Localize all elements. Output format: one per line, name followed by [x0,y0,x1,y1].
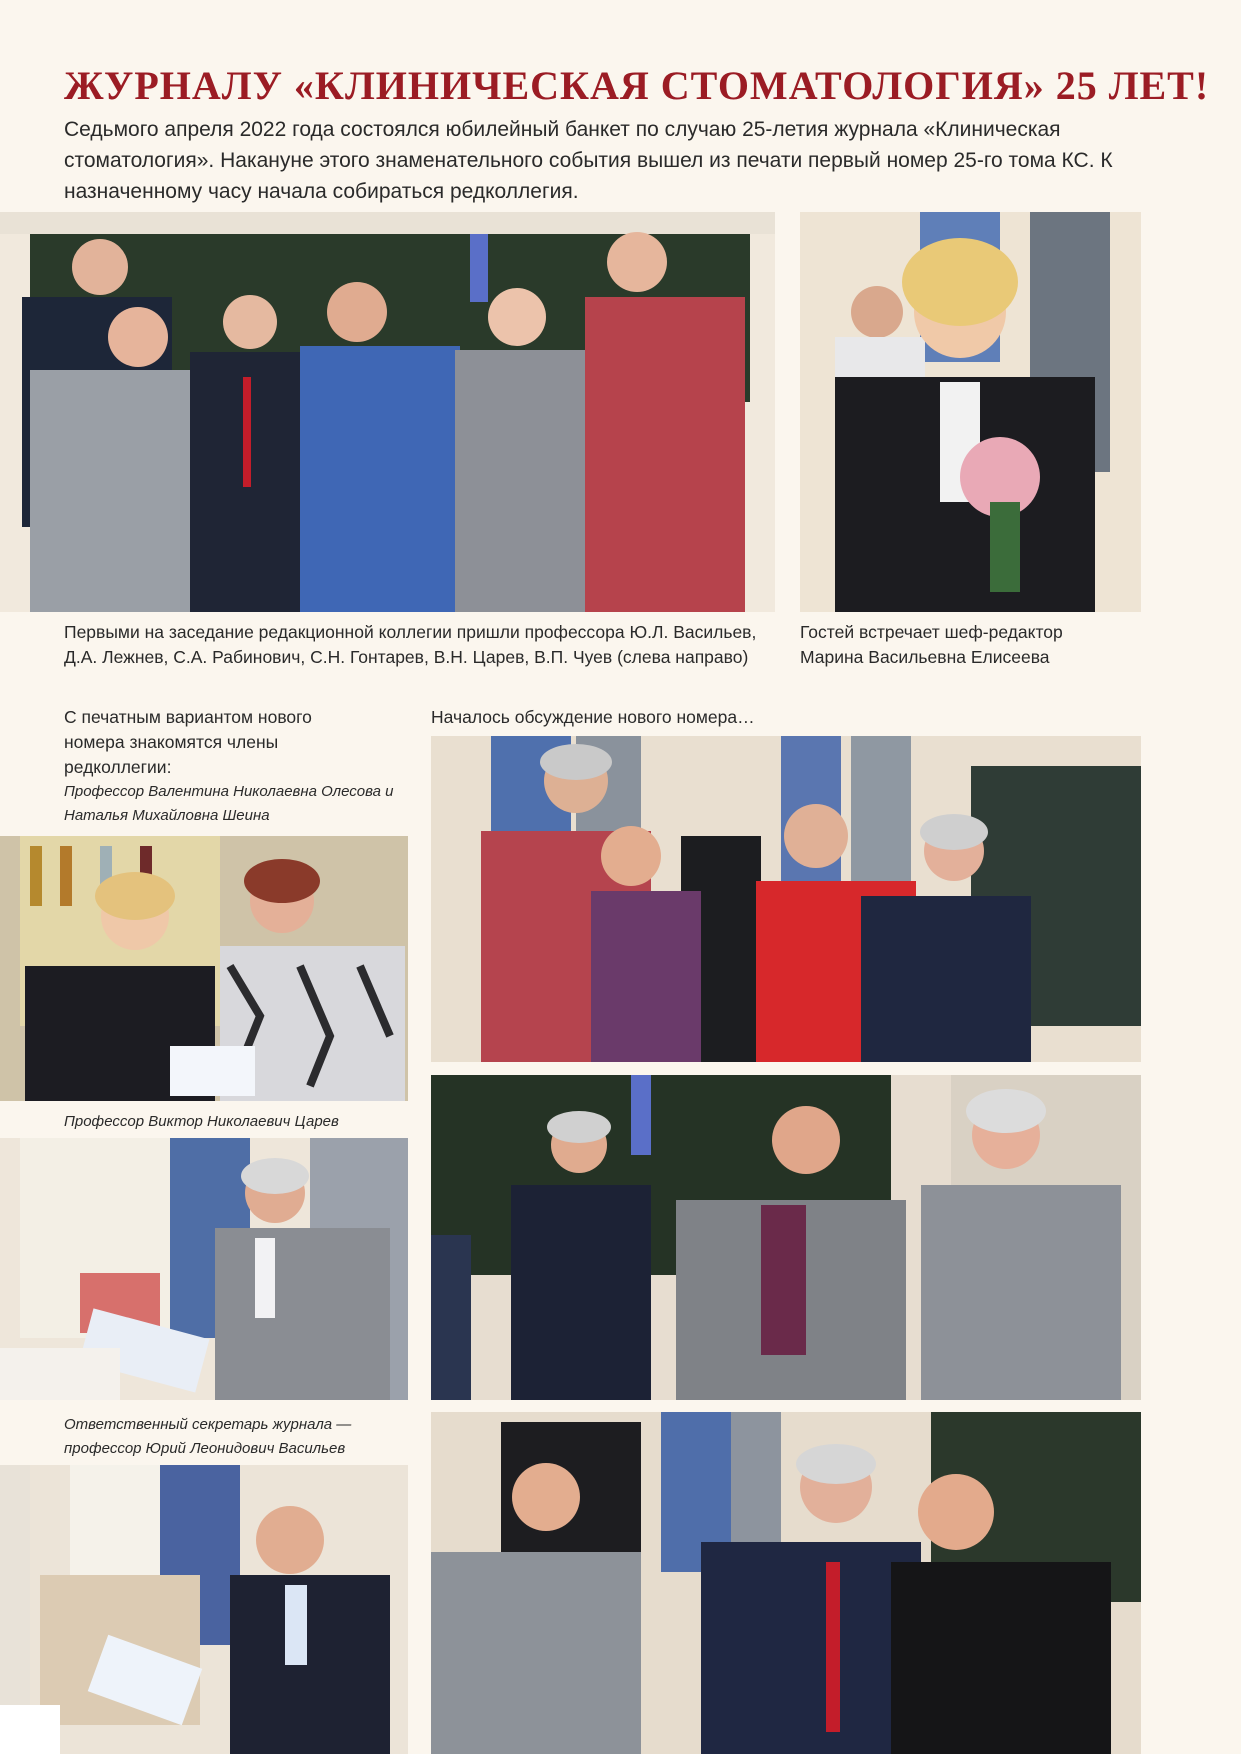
group-photo [0,212,775,612]
discussion-photo-1 [431,736,1141,1062]
article-title: ЖУРНАЛУ «КЛИНИЧЕСКАЯ СТОМАТОЛОГИЯ» 25 ЛЕТ! [64,63,1210,108]
editor-photo [800,212,1141,612]
group-photo-caption: Первыми на заседание редакционной коллегии пришли профессора Ю.Л. Васильев, Д.А. Лежнев, С.А. Рабинович, С.Н. Гонтарев, В.Н. Царев, В.П. Чуев (слева направо) [64,622,757,667]
discussion-photo-3 [431,1412,1141,1754]
discussion-photo-2 [431,1075,1141,1400]
tsarev-caption: Профессор Виктор Николаевич Царев [64,1113,339,1130]
members-caption: С печатным вариантом нового номера знакомятся члены редколлегии: [64,707,312,777]
tsarev-photo [0,1138,408,1400]
secretary-photo [0,1465,408,1754]
members-photo [0,836,408,1101]
members-names-caption: Профессор Валентина Николаевна Олесова и Наталья Михайловна Шеина [64,783,394,824]
discussion-caption: Началось обсуждение нового номера… [431,707,755,727]
secretary-caption: Ответственный секретарь журнала — профессор Юрий Леонидович Васильев [64,1416,352,1457]
article-intro: Седьмого апреля 2022 года состоялся юбилейный банкет по случаю 25-летия журнала «Клиническая стоматология». Накануне этого знаменательного события вышел из печати первый номер 25-го тома КС. К назначенному часу начала собираться редколлегия. [64,118,1113,203]
editor-photo-caption: Гостей встречает шеф-редактор Марина Васильевна Елисеева [800,622,1063,667]
